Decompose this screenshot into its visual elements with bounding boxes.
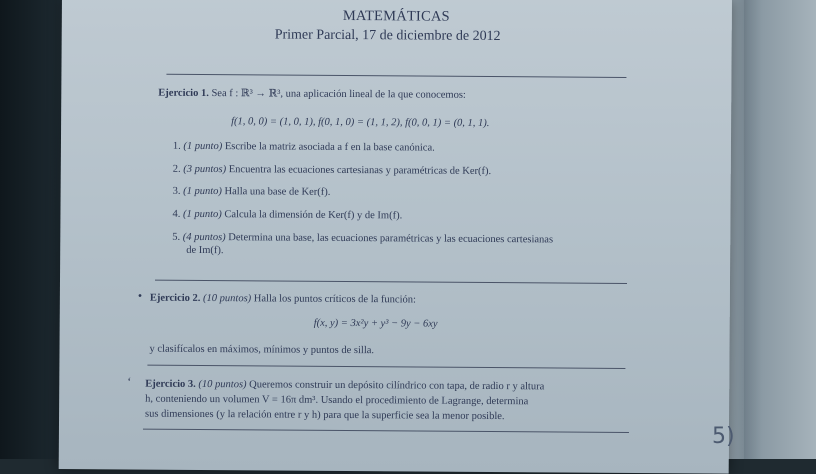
ex3-text-1: Queremos construir un depósito cilíndrico con tapa, de radio r y altura [249,379,545,393]
exam-subtitle: Primer Parcial, 17 de diciembre de 2012 [274,27,501,45]
item-text: Halla una base de Ker(f). [224,186,331,198]
item-points: (1 punto) [183,140,223,153]
ex3-line-1 [145,379,544,393]
ex1-item-5 [172,232,553,246]
divider-ex3 [143,429,629,433]
handwritten-margin-mark: 5) [712,424,735,449]
ex1-item-1 [173,141,435,154]
ex1-item-5-continued: de Im(f). [186,244,224,257]
ex2-outro: y clasifícalos en máximos, mínimos y puntos de silla. [149,343,375,357]
ex2-heading: Ejercicio 2. [149,292,201,304]
item-number: 1. [172,140,181,152]
ex2-points: (10 puntos) [203,292,252,305]
item-text: Encuentra las ecuaciones cartesianas y paramétricas de Ker(f). [228,164,492,178]
item-number: 3. [172,185,181,197]
ex2-bullet: • [137,288,143,303]
ex1-intro: Sea f : ℝ³ → ℝ³, una aplicación lineal de la que conocemos: [211,88,466,101]
ex1-item-2 [173,164,491,177]
ex3-bullet: ‘ [127,374,132,389]
ex3-line-2: h, conteniendo un volumen V = 16π dm³. Usando el procedimiento de Lagrange, determina [145,393,529,408]
divider-ex1 [155,280,627,284]
ex1-item-3 [173,186,331,198]
item-points: (1 punto) [182,208,222,221]
ex2-intro-line [150,293,416,306]
exam-sheet [59,0,732,474]
ex2-intro: Halla los puntos críticos de la función: [253,293,416,306]
ex3-points: (10 puntos) [198,378,247,391]
item-points: (1 punto) [183,185,222,198]
item-text: Escribe la matriz asociada a f en la base canónica. [224,141,435,154]
divider-top [166,74,626,78]
item-number: 5. [172,231,181,243]
item-number: 4. [172,208,181,220]
item-points: (4 puntos) [182,231,226,244]
exam-title: MATEMÁTICAS [342,7,450,25]
item-points: (3 puntos) [183,163,227,176]
divider-ex2 [147,365,625,369]
item-number: 2. [172,163,181,175]
item-text: Determina una base, las ecuaciones paramétricas y las ecuaciones cartesianas [228,232,554,246]
ex2-equation: f(x, y) = 3x²y + y³ − 9y − 6xy [313,317,438,330]
item-text: Calcula la dimensión de Ker(f) y de Im(f). [224,209,403,222]
ex1-intro-line [158,87,466,101]
ex3-line-3: sus dimensiones (y la relación entre r y h) para que la superficie sea la menor posible. [145,408,505,423]
ex1-equation: f(1, 0, 0) = (1, 0, 1), f(0, 1, 0) = (1, 1, 2), f(0, 0, 1) = (0, 1, 1). [231,116,490,129]
ex3-heading: Ejercicio 3. [145,378,196,390]
ex1-heading: Ejercicio 1. [158,87,209,100]
ex1-item-4 [172,209,402,222]
